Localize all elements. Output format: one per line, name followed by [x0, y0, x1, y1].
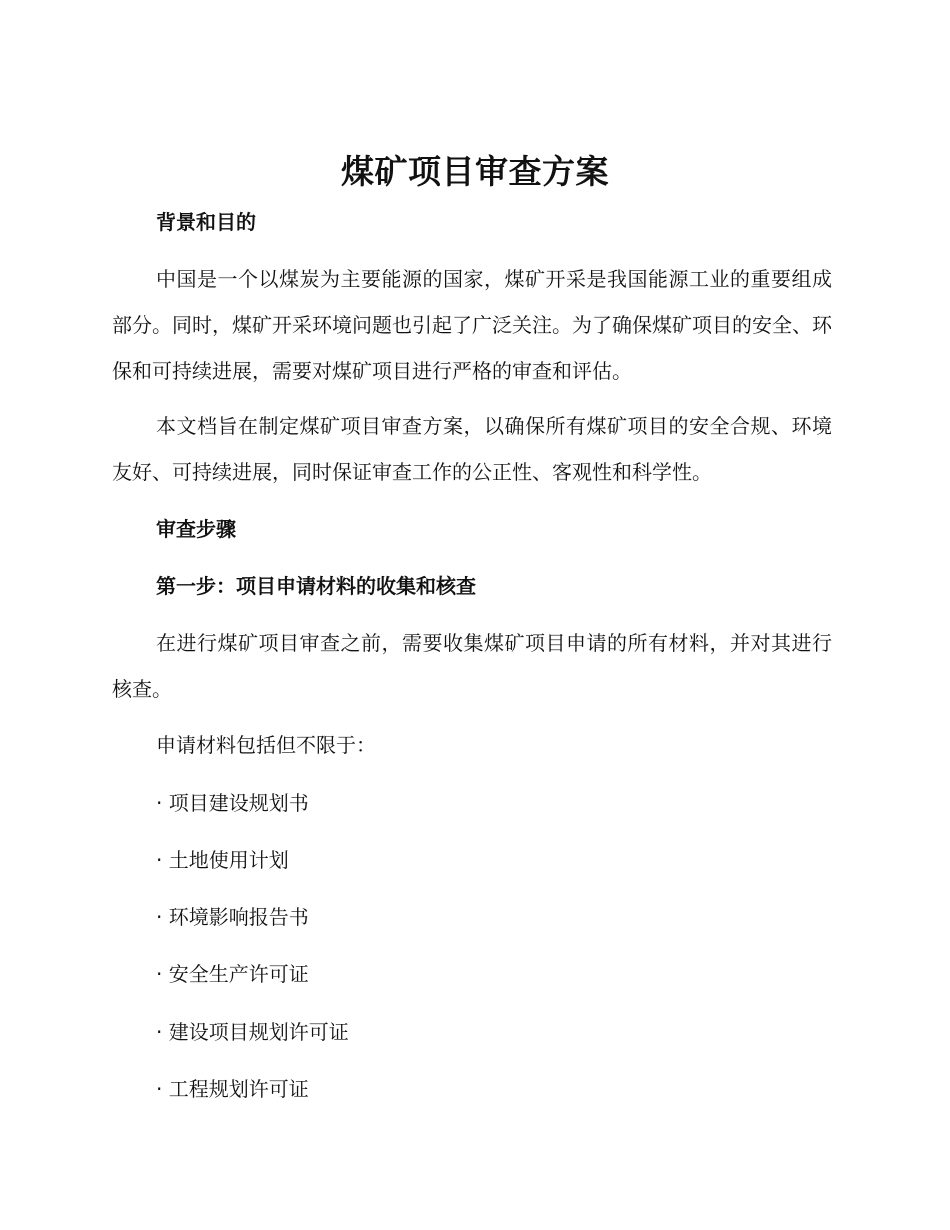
section-heading-background: 背景和目的 — [156, 210, 256, 234]
list-item: · 工程规划许可证 — [156, 1077, 309, 1101]
list-item: · 安全生产许可证 — [156, 962, 309, 986]
paragraph-background: 中国是一个以煤炭为主要能源的国家，煤矿开采是我国能源工业的重要组成部分。同时，煤矿开采环境问题也引起了广泛关注。为了确保煤矿项目的安全、环保和可持续进展，需要对煤矿项目进行严格的审查和评估。 — [112, 267, 832, 383]
list-item: · 土地使用计划 — [156, 848, 289, 872]
list-item: · 项目建设规划书 — [156, 791, 309, 815]
step1-paragraph: 在进行煤矿项目审查之前，需要收集煤矿项目申请的所有材料，并对其进行核查。 — [112, 631, 832, 701]
section-heading-review-steps: 审查步骤 — [156, 517, 236, 541]
paragraph-purpose: 本文档旨在制定煤矿项目审查方案，以确保所有煤矿项目的安全合规、环境友好、可持续进展，同时保证审查工作的公正性、客观性和科学性。 — [112, 414, 832, 484]
materials-intro: 申请材料包括但不限于： — [156, 733, 376, 757]
list-item: · 环境影响报告书 — [156, 905, 309, 929]
step1-heading: 第一步：项目申请材料的收集和核查 — [156, 574, 476, 598]
document-title: 煤矿项目审查方案 — [341, 152, 609, 191]
list-item: · 建设项目规划许可证 — [156, 1020, 349, 1044]
